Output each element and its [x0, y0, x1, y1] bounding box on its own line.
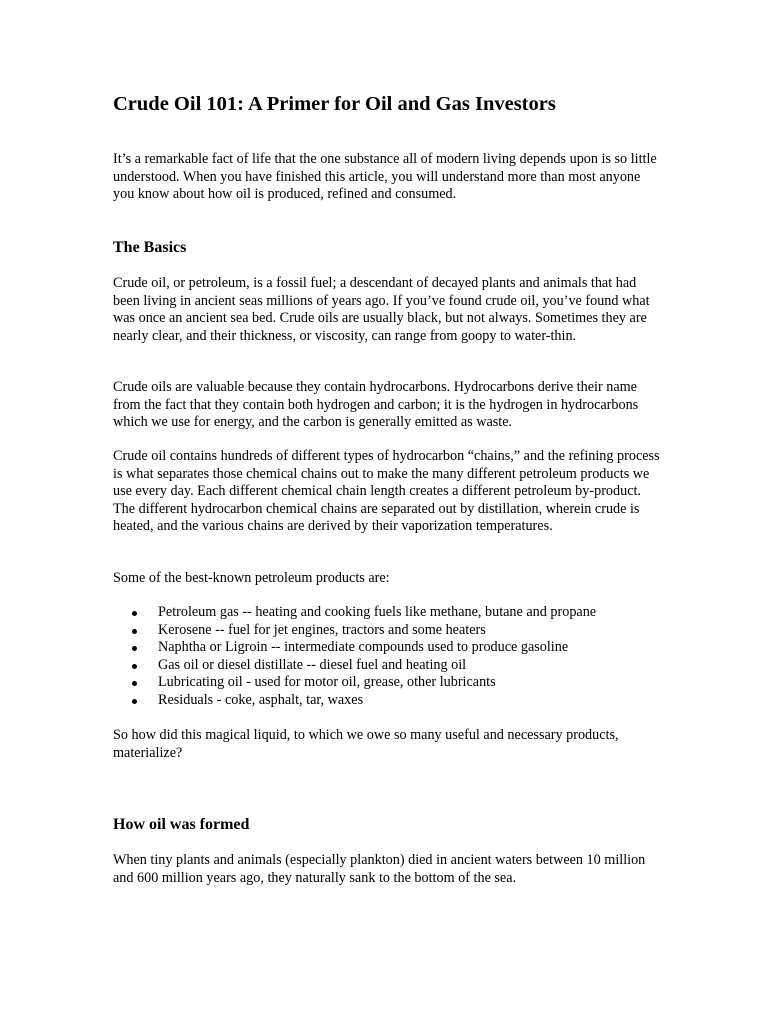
section-heading-oil-formed: How oil was formed	[113, 816, 250, 833]
bullet-icon	[132, 699, 137, 704]
petroleum-products-list	[113, 604, 661, 709]
bullet-icon	[132, 664, 137, 669]
list-item: Lubricating oil - used for motor oil, grease, other lubricants	[113, 674, 661, 692]
products-intro-paragraph: Some of the best-known petroleum products are:	[113, 570, 390, 586]
basics-paragraph-3: Crude oil contains hundreds of different types of hydrocarbon “chains,” and the refining process is what separates those chemical chains out to make the many different petroleum products we use every day. Each different chemical chain length creates a different petroleum by-product. The different hydrocarbon chemical chains are separated out by distillation, wherein crude is heated, and the various chains are derived by their vaporization temperatures.	[113, 448, 660, 534]
document-title: Crude Oil 101: A Primer for Oil and Gas Investors	[113, 93, 556, 115]
intro-paragraph: It’s a remarkable fact of life that the one substance all of modern living depends upon is so little understood. When you have finished this article, you will understand more than most anyone you know about how oil is produced, refined and consumed.	[113, 151, 657, 202]
bullet-icon	[132, 646, 137, 651]
bullet-icon	[132, 629, 137, 634]
list-item: Residuals - coke, asphalt, tar, waxes	[113, 692, 661, 710]
basics-paragraph-1: Crude oil, or petroleum, is a fossil fuel; a descendant of decayed plants and animals that had been living in ancient seas millions of years ago. If you’ve found crude oil, you’ve found what was once an ancient sea bed. Crude oils are usually black, but not always. Sometimes they are nearly clear, and their thickness, or viscosity, can range from goopy to water-thin.	[113, 275, 650, 344]
bullet-icon	[132, 681, 137, 686]
list-item: Kerosene -- fuel for jet engines, tractors and some heaters	[113, 622, 661, 640]
bullet-icon	[132, 611, 137, 616]
list-item: Gas oil or diesel distillate -- diesel fuel and heating oil	[113, 657, 661, 675]
list-item: Naphtha or Ligroin -- intermediate compounds used to produce gasoline	[113, 639, 661, 657]
closing-paragraph: So how did this magical liquid, to which we owe so many useful and necessary products, materialize?	[113, 727, 619, 761]
list-item: Petroleum gas -- heating and cooking fuels like methane, butane and propane	[113, 604, 661, 622]
section-heading-basics: The Basics	[113, 239, 187, 256]
formation-paragraph-1: When tiny plants and animals (especially plankton) died in ancient waters between 10 million and 600 million years ago, they naturally sank to the bottom of the sea.	[113, 852, 646, 886]
basics-paragraph-2: Crude oils are valuable because they contain hydrocarbons. Hydrocarbons derive their name from the fact that they contain both hydrogen and carbon; it is the hydrogen in hydrocarbons which we use for energy, and the carbon is generally emitted as waste.	[113, 379, 639, 430]
